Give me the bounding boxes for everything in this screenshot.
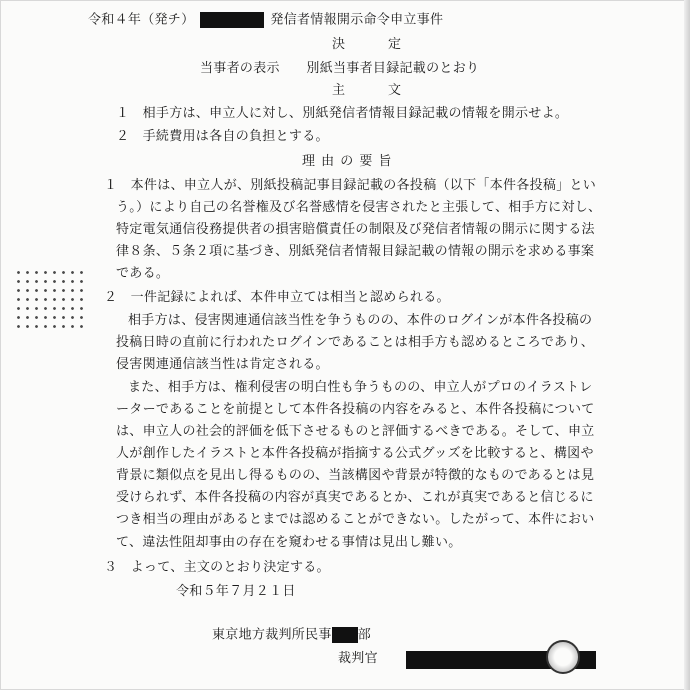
reasons-line: ２ 一件記録によれば、本件申立ては相当と認められる。 (104, 290, 450, 305)
reasons-line: ３ よって、主文のとおり決定する。 (104, 560, 330, 575)
court-prefix: 東京地方裁判所民事 (212, 627, 332, 643)
reasons-heading: 理 由 の 要 旨 (302, 154, 393, 169)
reasons-line: 侵害関連通信該当性は肯定される。 (116, 357, 329, 372)
dot-pattern-decoration (14, 268, 84, 328)
court-suffix: 部 (357, 627, 372, 643)
reasons-line: 特定電気通信役務提供者の損害賠償責任の制限及び発信者情報の開示に関する法 (116, 222, 595, 237)
reasons-line: う。）により自己の名誉権及び名誉感情を侵害されたと主張して、相手方に対し、 (116, 200, 602, 215)
reasons-line: つき相当の理由があるとまでは認めることができない。したがって、本件におい (116, 512, 595, 527)
decision-date: 令和５年７月２１日 (176, 584, 296, 599)
reasons-line: １ 本件は、申立人が、別紙投稿記事目録記載の各投稿（以下「本件各投稿」とい (104, 178, 597, 193)
reasons-line: 投稿日時の直前に行われたログインであることは相手方も認めるところであり、 (116, 335, 595, 350)
main-item-1: １ 相手方は、申立人に対し、別紙発信者情報目録記載の情報を開示せよ。 (116, 106, 569, 121)
reasons-line: 背景に類似点を見出し得るものの、当該構図や背景が特徴的なものであるとは見 (116, 468, 595, 483)
reasons-line: 律８条、５条２項に基づき、別紙発信者情報目録記載の情報の開示を求める事案 (116, 244, 595, 259)
redacted-division (332, 627, 358, 643)
seal-stamp (546, 640, 580, 674)
reasons-line: 相手方は、侵害関連通信該当性を争うものの、本件のログインが本件各投稿の (128, 313, 593, 328)
reasons-line: は、申立人の社会的評価を低下させるものと評価するべきである。そして、申立 (116, 424, 595, 439)
reasons-line: また、相手方は、権利侵害の明白性も争うものの、申立人がプロのイラストレ (128, 380, 593, 395)
page-edge (684, 0, 690, 690)
reasons-line: 人が創作したイラストと本件各投稿が指摘する公式グッズを比較すると、構図や (116, 446, 594, 461)
main-heading: 主 文 (332, 83, 403, 98)
reasons-line: である。 (116, 266, 170, 281)
reasons-line: て、違法性阻却事由の存在を窺わせる事情は見出し難い。 (116, 535, 462, 550)
document-title: 決 定 (332, 37, 403, 52)
case-prefix: 令和４年（発チ） (88, 12, 195, 28)
reasons-line: 受けられず、本件各投稿の内容が真実であるとか、これが真実であると信じるに (116, 490, 594, 505)
court-name (212, 627, 371, 644)
case-number-line (88, 12, 443, 29)
case-suffix: 発信者情報開示命令申立事件 (270, 12, 444, 28)
main-item-2: ２ 手続費用は各自の負担とする。 (116, 129, 329, 144)
judge-title: 裁判官 (338, 651, 378, 666)
reasons-line: ーターであることを前提として本件各投稿の内容をみると、本件各投稿について (116, 402, 595, 417)
redacted-case-number (200, 12, 264, 28)
parties-line: 当事者の表示 別紙当事者目録記載のとおり (200, 61, 480, 76)
